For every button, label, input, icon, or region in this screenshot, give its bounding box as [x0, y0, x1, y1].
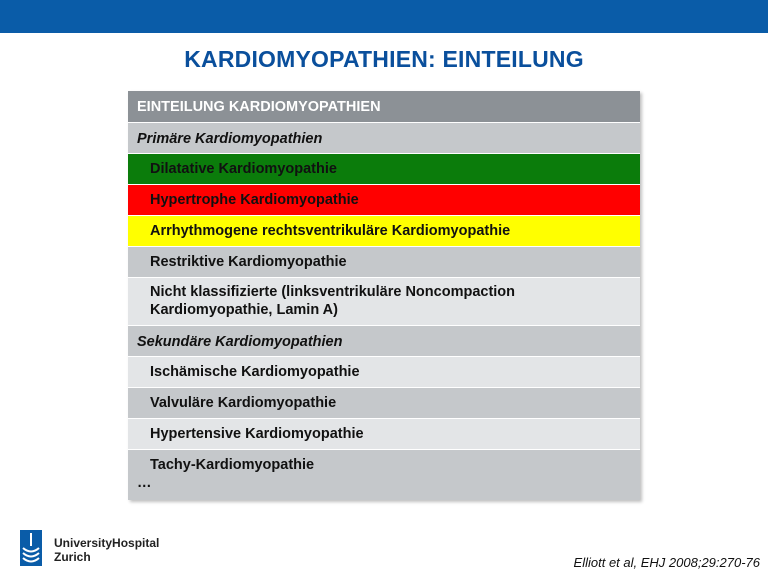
logo-line1: UniversityHospital	[54, 536, 160, 550]
row-valvulaere: Valvuläre Kardiomyopathie	[128, 388, 640, 419]
classification-table	[128, 91, 640, 500]
table-ellipsis: …	[137, 475, 152, 491]
section-secondary: Sekundäre Kardiomyopathien	[128, 326, 640, 357]
logo-text	[54, 536, 159, 564]
row-arrhythmogene: Arrhythmogene rechtsventrikuläre Kardiomyopathie	[128, 216, 640, 247]
section-primary: Primäre Kardiomyopathien	[128, 123, 640, 154]
citation: Elliott et al, EHJ 2008;29:270-76	[573, 555, 760, 570]
logo-line2: Zurich	[54, 550, 91, 564]
row-nicht-klassifiziert: Nicht klassifizierte (linksventrikuläre Noncompaction Kardiomyopathie, Lamin A)	[128, 278, 640, 326]
slide-title: KARDIOMYOPATHIEN: EINTEILUNG	[184, 46, 584, 72]
row-tachy	[128, 450, 640, 500]
university-hospital-logo-icon	[20, 530, 42, 566]
table-header: EINTEILUNG KARDIOMYOPATHIEN	[128, 91, 640, 123]
row-tachy-label: Tachy-Kardiomyopathie	[150, 457, 315, 473]
row-hypertensive: Hypertensive Kardiomyopathie	[128, 419, 640, 450]
row-restriktive: Restriktive Kardiomyopathie	[128, 247, 640, 278]
row-ischaemische: Ischämische Kardiomyopathie	[128, 357, 640, 388]
row-hypertrophe: Hypertrophe Kardiomyopathie	[128, 185, 640, 216]
top-bar	[0, 0, 768, 33]
row-dilatative: Dilatative Kardiomyopathie	[128, 154, 640, 185]
